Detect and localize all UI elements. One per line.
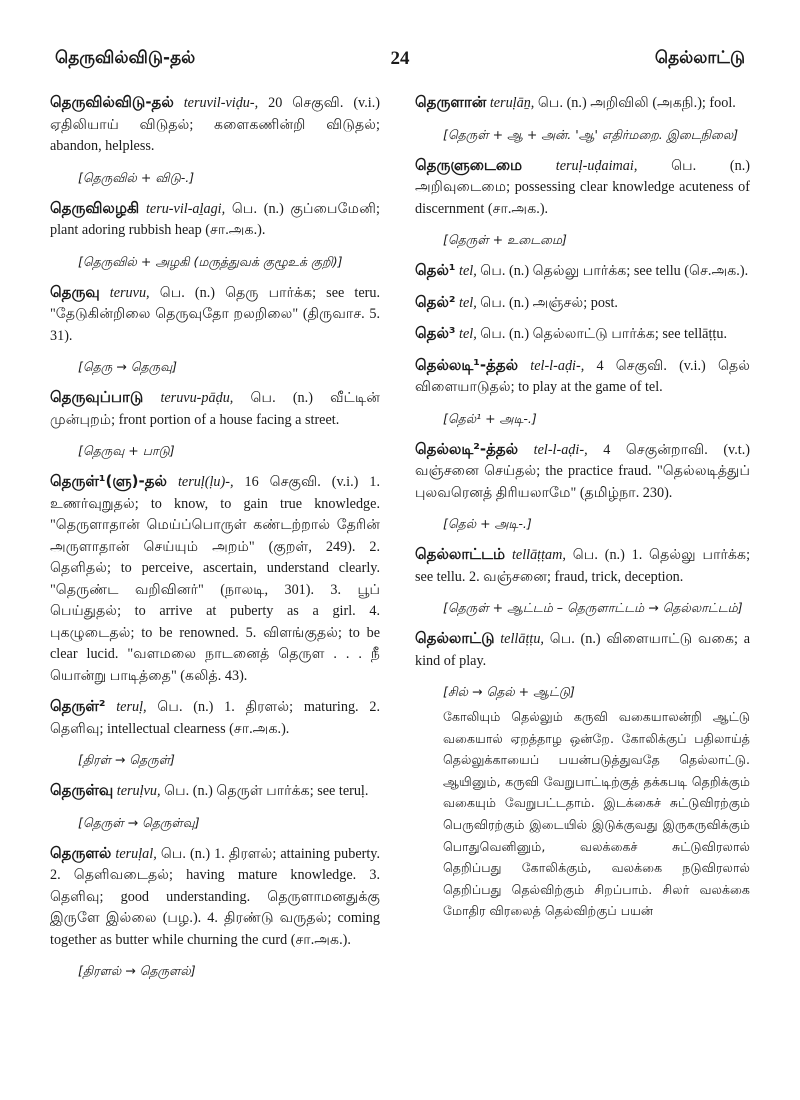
- entry-etymology: [தெல் + அடி-.]: [443, 516, 532, 531]
- entry-etymology: [தெருவில் + அழகி (மருத்துவக் குழூஉக் குறி)]: [78, 253, 343, 269]
- dictionary-entry: [415, 544, 750, 588]
- entry-transliteration: teruḷ-uḍaimai,: [555, 157, 638, 174]
- entry-transliteration: teruḷal,: [115, 845, 157, 862]
- entry-headword: தெருவுப்பாடு: [50, 388, 144, 406]
- dictionary-entry: [415, 260, 750, 283]
- entry-headword: தெருவில்விடு-தல்: [50, 93, 174, 111]
- entry-definition: பெ. (n.) தெல்லு பார்க்க; see tellu (செ.அக.).: [480, 263, 749, 279]
- entry-headword: தெல்லாட்டம்: [415, 545, 506, 563]
- dictionary-entry: [50, 843, 380, 952]
- dictionary-entry: [50, 696, 380, 740]
- dictionary-entry: [50, 282, 380, 348]
- entry-transliteration: teruvu-pāḍu,: [160, 390, 234, 406]
- entry-transliteration: teruḷvu,: [116, 783, 161, 799]
- entry-etymology: [தெரு → தெருவு]: [78, 359, 178, 374]
- entry-etymology: [சில் → தெல் + ஆட்டு]: [443, 684, 575, 699]
- entry-etymology: [திரள் → தெருள்]: [78, 752, 175, 767]
- running-head-right: தெல்லாட்டு: [654, 48, 745, 68]
- dictionary-entry: [50, 780, 380, 803]
- page-number: 24: [390, 48, 410, 69]
- dictionary-entry: [415, 628, 750, 672]
- entry-headword: தெருள்¹(ளு)-தல்: [50, 472, 167, 490]
- entry-headword: தெல்லாட்டு: [415, 629, 495, 647]
- entry-definition: பெ. (n.) தெரு பார்க்க; see teru. "தேடுகின்றிலை தெருவுதோ றலறிலை" (திருவாச. 5. 31).: [50, 284, 380, 344]
- entry-headword: தெருளுடைமை: [415, 155, 523, 174]
- entry-etymology: [தெருவு + பாடு]: [78, 443, 175, 458]
- entry-etymology: [தெருள் → தெருள்வு]: [78, 814, 200, 830]
- running-head-left: தெருவில்விடு-தல்: [55, 48, 196, 68]
- entry-headword: தெல்²: [415, 292, 456, 311]
- entry-definition: 20 செகுவி. (v.i.) ஏதிலியாய் விடுதல்; களைகணின்றி விடுதல்; abandon, helpless.: [50, 95, 380, 154]
- entry-transliteration: tellāṭṭam,: [511, 547, 566, 563]
- entry-definition: பெ. (n.) தெருள் பார்க்க; see teruḷ.: [164, 783, 369, 799]
- entry-definition: பெ. (n.) 1. திரளல்; attaining puberty. 2. தெளிவடைதல்; having mature knowledge. 3. தெளிவு; good understanding. தெருளாமனதுக்கு இருளே இல்லை (பழ.). 4. திரண்டு வருதல்; coming together as butter while churning the curd (சா.அக.).: [50, 845, 380, 948]
- entry-definition: பெ. (n.) குப்பைமேனி; plant adoring rubbish heap (சா.அக.).: [50, 200, 381, 238]
- entry-definition: பெ. (n.) அஞ்சல்; post.: [480, 294, 618, 311]
- entry-headword: தெருள்வு: [50, 781, 114, 799]
- entry-etymology: [தெருவில் + விடு-.]: [78, 169, 195, 185]
- dictionary-entry: [415, 92, 750, 115]
- entry-transliteration: teru-vil-aḻagi,: [145, 200, 226, 217]
- entry-transliteration: teruḷ(ḷu)-,: [177, 474, 234, 490]
- dictionary-entry: [415, 155, 750, 221]
- entry-headword: தெருள்²: [50, 697, 106, 715]
- entry-transliteration: tellāṭṭu,: [500, 631, 544, 647]
- entry-definition: பெ. (n.) தெல்லாட்டு பார்க்க; see tellāṭṭu.: [480, 326, 728, 342]
- entry-transliteration: tel-l-aḍi-,: [530, 357, 585, 374]
- dictionary-entry: [50, 387, 380, 431]
- entry-definition: 4 செகுவி. (v.i.) தெல் விளையாடுதல்; to play at the game of tel.: [415, 357, 750, 395]
- entry-headword: தெருவு: [50, 282, 100, 301]
- entry-definition: 16 செகுவி. (v.i.) 1. உணர்வுறுதல்; to know, to gain true knowledge. "தெருளாதான் மெய்ப்பொருள் கண்டற்றால் தேரின் அருளாதான் செய்யும் அறம்" (குறள், 249). 2. தெளிதல்; to perceive, ascertain, understand clearly. "தெருண்ட வறிவினர்" (நாலடி, 301). 3. பூப் பெய்துதல்; to arrive at puberty as a girl. 4. புகழுடைதல்; to be renowned. 5. விளங்குதல்; to be clear lucid. "வளமலை நாடனைத் தெருள . . . நீ யொன்று பாடித்தை" (கலித். 43).: [50, 474, 381, 684]
- page-header: [55, 48, 745, 78]
- dictionary-entry: [415, 355, 750, 399]
- entry-headword: தெல்¹: [415, 261, 456, 279]
- entry-etymology: [தெருள் + ஆட்டம் – தெருளாட்டம் → தெல்லாட்டம்]: [443, 600, 743, 615]
- entry-headword: தெருளான்: [415, 93, 487, 111]
- entry-definition: பெ. (n.) 1. திரளல்; maturing. 2. தெளிவு; intellectual clearness (சா.அக.).: [50, 699, 381, 737]
- entry-definition: பெ. (n.) 1. தெல்லு பார்க்க; see tellu. 2. வஞ்சனை; fraud, trick, deception.: [415, 547, 751, 585]
- entry-transliteration: tel,: [459, 294, 477, 311]
- entry-headword: தெல்³: [415, 324, 456, 342]
- entry-transliteration: teruvil-viḍu-,: [183, 95, 259, 111]
- entry-definition: பெ. (n.) அறிவுடைமை; possessing clear knowledge acuteness of discernment (சா.அக.).: [415, 157, 750, 217]
- entry-transliteration: teruḷāṉ,: [489, 95, 535, 111]
- right-column: [415, 92, 750, 922]
- entry-transliteration: teruḷ,: [116, 699, 147, 715]
- entry-etymology: [திரளல் → தெருளல்]: [78, 963, 196, 978]
- dictionary-entry: [50, 92, 380, 158]
- dictionary-entry: [50, 471, 380, 687]
- entry-transliteration: tel,: [459, 263, 477, 279]
- entry-headword: தெல்லடி²-த்தல்: [415, 439, 519, 458]
- dictionary-entry: [50, 198, 380, 242]
- entry-etymology: [தெல்¹ + அடி-.]: [443, 410, 537, 426]
- entry-definition: பெ. (n.) விளையாட்டு வகை; a kind of play.: [415, 631, 751, 669]
- entry-note: கோலியும் தெல்லும் கருவி வகையாலன்றி ஆட்டு வகையால் ஏறத்தாழ ஒன்றே. கோலிக்குப் பதிலாய்த் தெல்லுக்காயைப் பயன்படுத்துவதே தெல்லாட்டு. ஆயினும், கருவி வேறுபாட்டிற்குத் தக்கபடி தெறிக்கும் வகையும் வேறுபட்டதாம். இடக்கைச் சுட்டுவிரற்கும் பெருவிரற்கும் இடையில் இடுக்குவது இருகருவிக்கும் பொதுவெனினும், வலக்கைச் சுட்டுவிரலால் தெறிப்பது கோலிக்கும், வலக்கை நடுவிரலால் தெறிப்பது தெல்விற்கும் சிறப்பாம். சிலர் வலக்கை மோதிர விரலைத் தெல்விற்குப் பயன்: [443, 709, 750, 919]
- entry-transliteration: tel-l-aḍi-,: [533, 441, 588, 458]
- entry-etymology: [தெருள் + ஆ + அன். 'ஆ' எதிர்மறை. இடைநிலை]: [443, 126, 739, 142]
- entry-headword: தெல்லடி¹-த்தல்: [415, 355, 519, 374]
- dictionary-entry: [415, 439, 750, 505]
- entry-definition: பெ. (n.) அறிவிலி (அகநி.); fool.: [537, 95, 736, 111]
- entry-headword: தெருளல்: [50, 843, 112, 862]
- left-column: [50, 92, 380, 991]
- entry-definition: 4 செகுன்றாவி. (v.t.) வஞ்சனை செய்தல்; the practice fraud. "தெல்லடித்துப் புலவரெனத் திரியலாமே" (தமிழ்நா. 230).: [415, 441, 750, 501]
- dictionary-entry: [415, 292, 750, 315]
- entry-transliteration: teruvu,: [109, 284, 150, 301]
- dictionary-entry: [415, 323, 750, 346]
- entry-transliteration: tel,: [459, 326, 477, 342]
- entry-headword: தெருவிலழகி: [50, 198, 140, 217]
- entry-etymology: [தெருள் + உடைமை]: [443, 232, 567, 247]
- entry-definition: பெ. (n.) வீட்டின் முன்புறம்; front portion of a house facing a street.: [50, 390, 381, 428]
